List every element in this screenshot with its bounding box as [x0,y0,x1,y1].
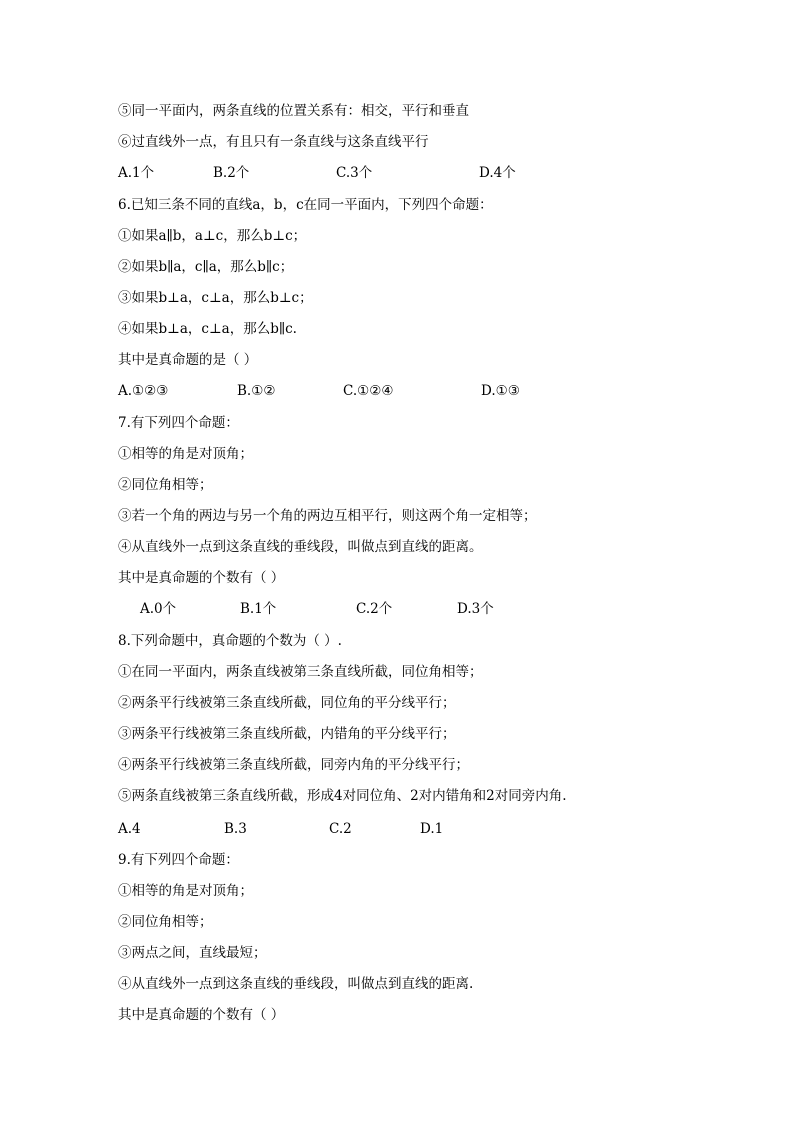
q8-item-4: ④两条平行线被第三条直线所截，同旁内角的平分线平行； [118,757,469,773]
q7-option-b: B.1个 [240,601,277,617]
q9-item-4: ④从直线外一点到这条直线的垂线段，叫做点到直线的距离. [118,976,474,992]
q5-options [118,164,678,182]
q8-item-1: ①在同一平面内，两条直线被第三条直线所截，同位角相等； [118,664,483,680]
q7-option-d: D.3个 [457,601,494,617]
q8-option-c: C.2 [329,821,352,837]
q8-option-a: A.4 [118,821,141,837]
q8-option-b: B.3 [224,821,247,837]
q5-item-6: ⑥过直线外一点，有且只有一条直线与这条直线平行 [118,134,429,150]
q7-item-3: ③若一个角的两边与另一个角的两边互相平行，则这两个角一定相等； [118,508,537,524]
q5-option-a: A.1个 [118,165,155,181]
q8-option-d: D.1 [420,821,444,837]
q7-option-c: C.2个 [356,601,393,617]
q6-option-c: C.①②④ [343,383,394,399]
q9-stem: 9.有下列四个命题： [118,852,239,868]
q5-item-5: ⑤同一平面内，两条直线的位置关系有：相交，平行和垂直 [118,103,469,119]
q6-item-4: ④如果b⊥a，c⊥a，那么b∥c. [118,321,297,337]
q7-question: 其中是真命题的个数有（ ） [118,570,285,586]
q8-stem: 8.下列命题中，真命题的个数为（ ）. [118,633,342,649]
q7-stem: 7.有下列四个命题： [118,415,239,431]
q5-option-c: C.3个 [336,165,373,181]
q6-options [118,382,678,400]
q6-option-a: A.①②③ [118,383,169,399]
q8-options [118,820,678,838]
q7-item-4: ④从直线外一点到这条直线的垂线段，叫做点到直线的距离。 [118,539,483,555]
q9-item-2: ②同位角相等； [118,914,213,930]
q6-option-b: B.①② [237,383,276,399]
q9-question: 其中是真命题的个数有（ ） [118,1007,285,1023]
q9-item-3: ③两点之间，直线最短； [118,945,267,961]
q6-item-3: ③如果b⊥a，c⊥a，那么b⊥c； [118,290,313,306]
q5-option-d: D.4个 [479,165,516,181]
q6-question: 其中是真命题的是（ ） [118,352,258,368]
q6-option-d: D.①③ [481,383,520,399]
q7-item-1: ①相等的角是对顶角； [118,446,253,462]
q8-item-3: ③两条平行线被第三条直线所截，内错角的平分线平行； [118,726,456,742]
q7-item-2: ②同位角相等； [118,477,213,493]
q7-options [140,600,680,618]
q8-item-2: ②两条平行线被第三条直线所截，同位角的平分线平行； [118,695,456,711]
q6-item-1: ①如果a∥b，a⊥c，那么b⊥c； [118,228,307,244]
q7-option-a: A.0个 [140,601,177,617]
q5-option-b: B.2个 [213,165,250,181]
q8-item-5: ⑤两条直线被第三条直线所截，形成4对同位角、2对内错角和2对同旁内角. [118,788,567,804]
q6-item-2: ②如果b∥a，c∥a，那么b∥c； [118,259,294,275]
q9-item-1: ①相等的角是对顶角； [118,883,253,899]
q6-stem: 6.已知三条不同的直线a，b，c在同一平面内，下列四个命题： [118,197,493,213]
